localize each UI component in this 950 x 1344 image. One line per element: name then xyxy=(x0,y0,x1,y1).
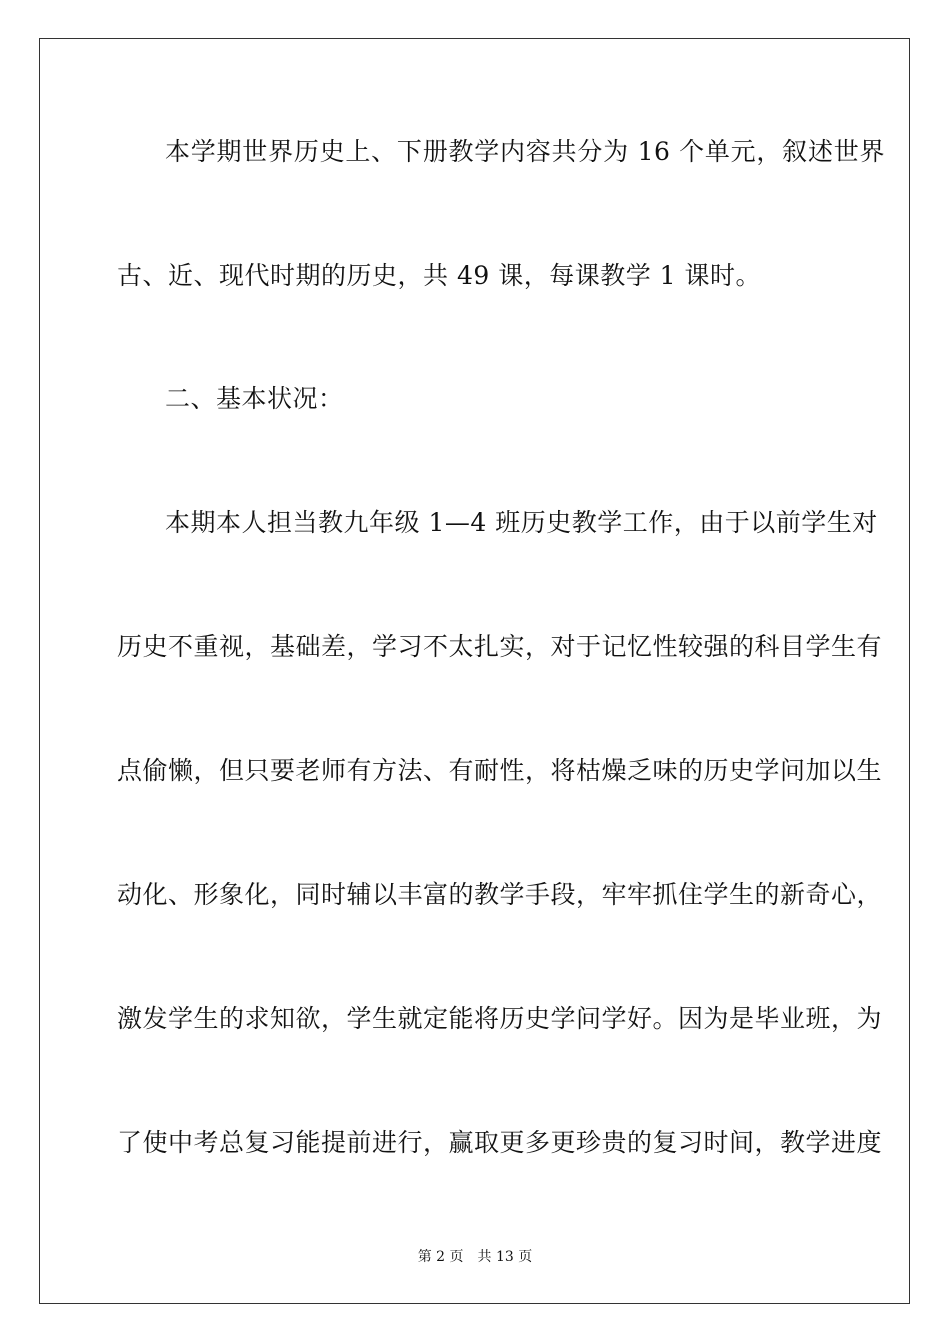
page-total: 共 13 页 xyxy=(477,1249,533,1265)
paragraph-1-line-2: 古、近、现代时期的历史，共 49 课，每课教学 1 课时。 xyxy=(117,261,762,290)
paragraph-2-line-5: 激发学生的求知欲，学生就定能将历史学问学好。因为是毕业班，为 xyxy=(117,1004,883,1033)
page-border xyxy=(39,38,910,1304)
paragraph-1-line-1: 本学期世界历史上、下册教学内容共分为 16 个单元，叙述世界 xyxy=(165,137,885,166)
page-number: 第 2 页 xyxy=(417,1249,464,1265)
page-footer xyxy=(0,1248,950,1266)
paragraph-2-line-3: 点偷懒，但只要老师有方法、有耐性，将枯燥乏味的历史学问加以生 xyxy=(117,756,883,785)
paragraph-2-line-6: 了使中考总复习能提前进行，赢取更多更珍贵的复习时间，教学进度 xyxy=(117,1128,883,1157)
section-heading: 二、基本状况： xyxy=(165,384,344,413)
paragraph-2-line-4: 动化、形象化，同时辅以丰富的教学手段，牢牢抓住学生的新奇心， xyxy=(117,880,883,909)
paragraph-2-line-1: 本期本人担当教九年级 1—4 班历史教学工作，由于以前学生对 xyxy=(165,508,878,537)
paragraph-2-line-2: 历史不重视，基础差，学习不太扎实，对于记忆性较强的科目学生有 xyxy=(117,632,883,661)
